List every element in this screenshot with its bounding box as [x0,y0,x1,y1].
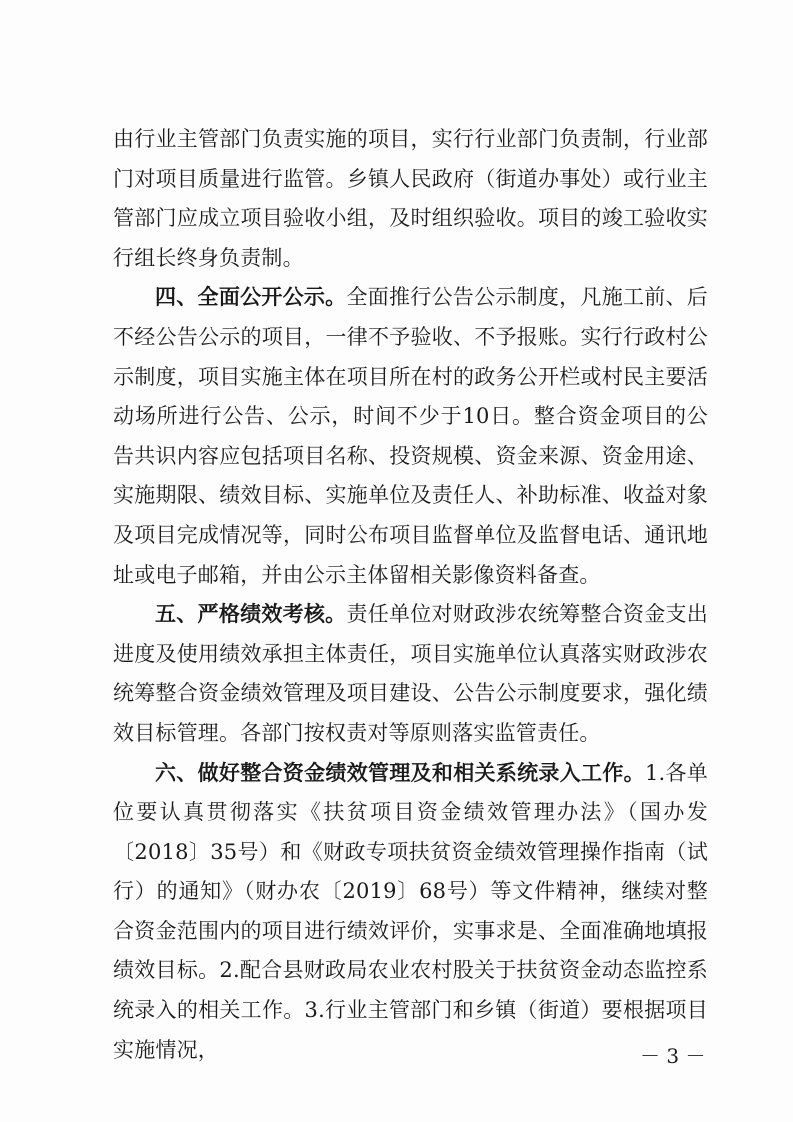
paragraph-body: 全面推行公告公示制度，凡施工前、后不经公告公示的项目，一律不予验收、不予报账。实行行政村公示制度，项目实施主体在项目所在村的政务公开栏或村民主要活动场所进行公告、公示，时间不少于10日。整合资金项目的公告共识内容应包括项目名称、投资规模、资金来源、资金用途、实施期限、绩效目标、实施单位及责任人、补助标准、收益对象及项目完成情况等，同时公布项目监督单位及监督电话、通讯地址或电子邮箱，并由公示主体留相关影像资料备查。 [113,285,708,587]
section-four-paragraph [113,278,708,595]
paragraph-continuation [113,120,708,278]
paragraph-body: 责任单位对财政涉农统筹整合资金支出进度及使用绩效承担主体责任，项目实施单位认真落实财政涉农统筹整合资金绩效管理及项目建设、公告公示制度要求，强化绩效目标管理。各部门按权责对等原则落实监管责任。 [113,602,708,745]
section-heading: 五、严格绩效考核。 [155,602,347,627]
section-heading: 六、做好整合资金绩效管理及和相关系统录入工作。 [155,760,645,785]
section-heading: 四、全面公开公示。 [155,285,347,310]
page-number: － 3 － [640,1044,706,1068]
document-body [113,120,708,1070]
section-six-paragraph [113,754,708,1071]
section-five-paragraph [113,595,708,753]
paragraph-body: 1.各单位要认真贯彻落实《扶贫项目资金绩效管理办法》（国办发〔2018〕35号）和《财政专项扶贫资金绩效管理操作指南（试行）的通知》（财办农〔2019〕68号）等文件精神，继续对整合资金范围内的项目进行绩效评价，实事求是、全面准确地填报绩效目标。2.配合县财政局农业农村股关于扶贫资金动态监控系统录入的相关工作。3.行业主管部门和乡镇（街道）要根据项目实施情况， [113,760,708,1062]
paragraph-body: 由行业主管部门负责实施的项目，实行行业部门负责制，行业部门对项目质量进行监管。乡镇人民政府（街道办事处）或行业主管部门应成立项目验收小组，及时组织验收。项目的竣工验收实行组长终身负责制。 [113,127,708,270]
